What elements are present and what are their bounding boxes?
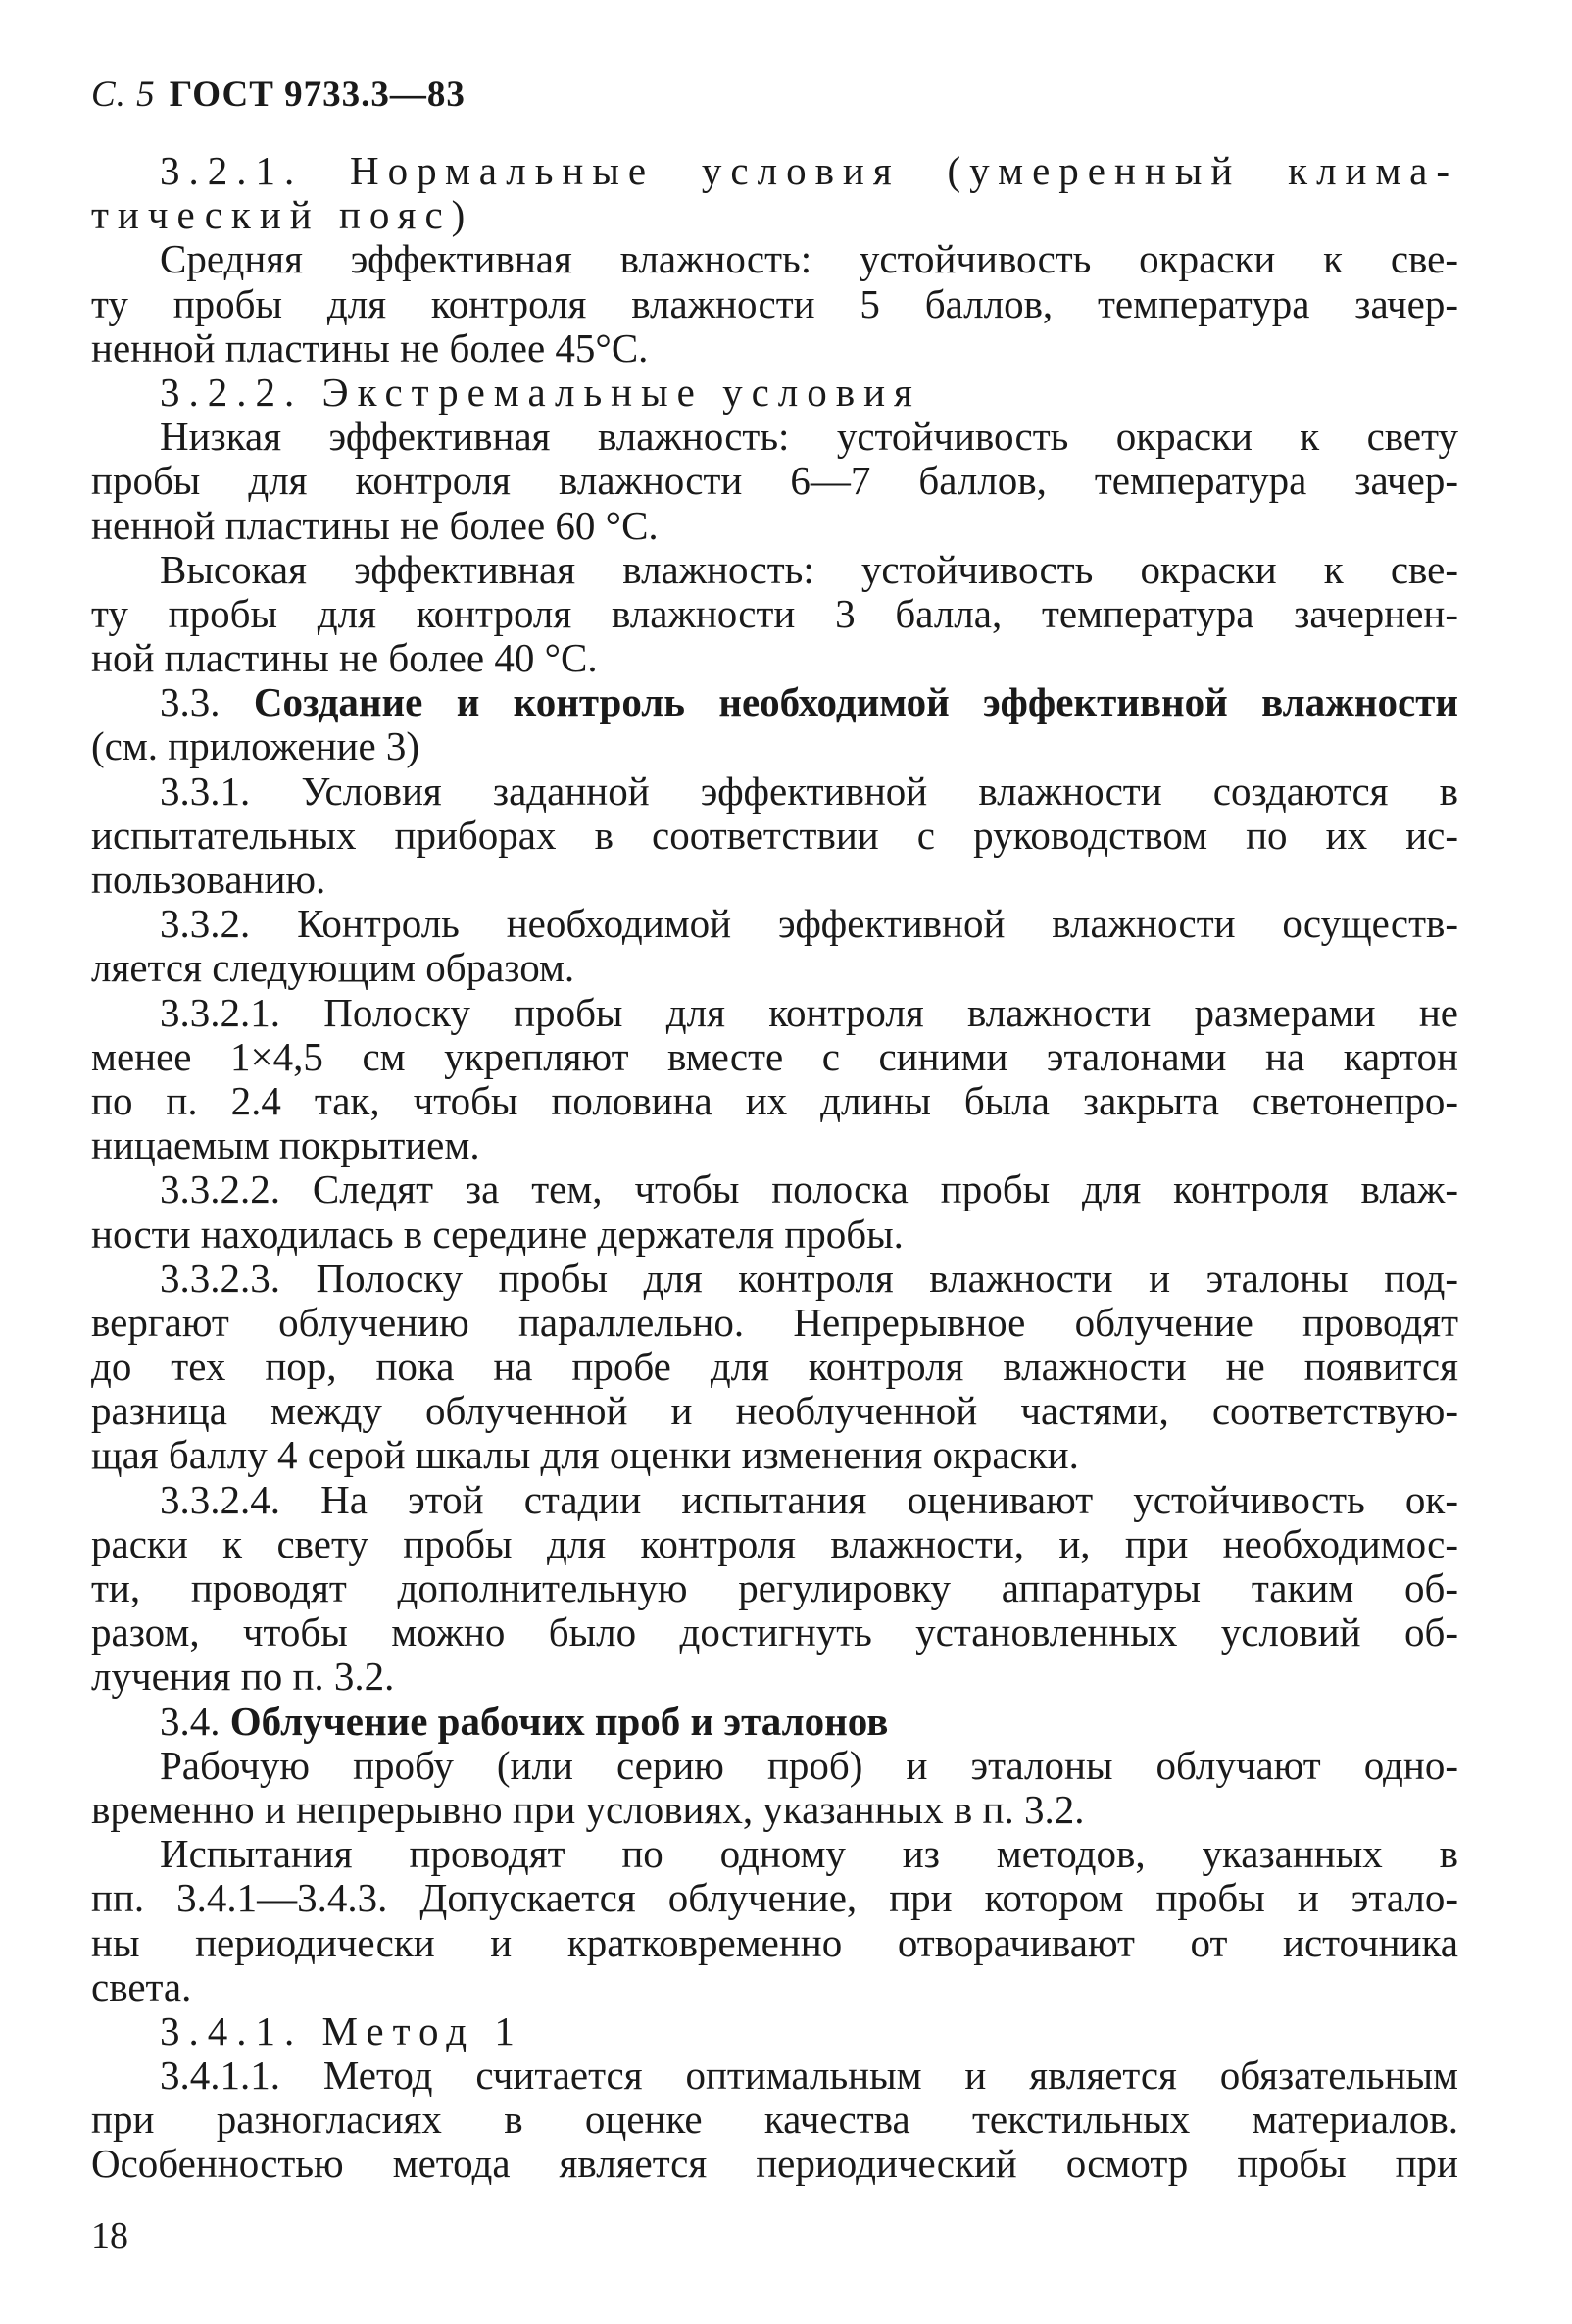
text-line	[91, 1212, 1458, 1257]
text-line	[91, 814, 1458, 858]
text-line	[91, 592, 1458, 636]
text-line	[91, 1965, 1458, 2009]
text-line	[91, 1257, 1458, 1301]
section-number: 3.3.	[160, 680, 254, 725]
text-line	[91, 1035, 1458, 1079]
text-line	[91, 1921, 1458, 1965]
text-line	[91, 1123, 1458, 1167]
text-line	[91, 2009, 1458, 2053]
text-line	[91, 371, 1458, 415]
line-text: 3.4.1. Метод 1	[160, 2008, 523, 2053]
line-text: разом, чтобы можно было достигнуть установленных условий об-	[91, 1610, 1458, 1656]
text-line	[91, 1079, 1458, 1123]
line-text: ной пластины не более 40 °С.	[91, 636, 598, 681]
document-body	[91, 149, 1458, 2187]
line-text: Испытания проводят по одному из методов, указанных в	[160, 1832, 1458, 1877]
line-text: Высокая эффективная влажность: устойчивость окраски к све-	[160, 547, 1458, 592]
line-text: пробы для контроля влажности 6—7 баллов, температура зачер-	[91, 459, 1458, 504]
text-line	[91, 636, 1458, 680]
text-line	[91, 1655, 1458, 1699]
line-text: Рабочую пробу (или серию проб) и эталоны облучают одно-	[160, 1743, 1458, 1788]
text-line	[91, 1389, 1458, 1433]
text-line	[91, 2098, 1458, 2142]
text-line	[91, 459, 1458, 503]
line-text: разница между облученной и необлученной частями, соответствую-	[91, 1389, 1458, 1434]
text-line	[91, 858, 1458, 902]
line-text: Низкая эффективная влажность: устойчивость окраски к свету	[160, 415, 1458, 460]
line-text: раски к свету пробы для контроля влажности, и, при необходимос-	[91, 1521, 1458, 1566]
section-heading: Создание и контроль необходимой эффективной влажности	[253, 680, 1458, 725]
line-text: пп. 3.4.1—3.4.3. Допускается облучение, при котором пробы и этало-	[91, 1876, 1458, 1921]
text-line	[91, 548, 1458, 592]
text-line	[91, 2142, 1458, 2186]
text-line	[91, 1167, 1458, 1211]
line-text: ненной пластины не более 45°С.	[91, 325, 649, 371]
line-text: 3.3.2.4. На этой стадии испытания оценивают устойчивость ок-	[160, 1477, 1458, 1522]
line-text: ти, проводят дополнительную регулировку аппаратуры таким об-	[91, 1566, 1458, 1610]
section-number: 3.4.	[160, 1699, 230, 1744]
text-line	[91, 1744, 1458, 1788]
line-text: по п. 2.4 так, чтобы половина их длины была закрыта светонепро-	[91, 1078, 1458, 1123]
line-text: Особенностью метода является периодический осмотр пробы при	[91, 2142, 1458, 2187]
text-line	[91, 991, 1458, 1035]
text-line	[91, 1478, 1458, 1522]
line-text: пользованию.	[91, 858, 326, 902]
text-line	[91, 1566, 1458, 1610]
section-heading: Облучение рабочих проб и эталонов	[229, 1699, 889, 1744]
line-text: ляется следующим образом.	[91, 946, 575, 991]
line-text: временно и непрерывно при условиях, указанных в п. 3.2.	[91, 1787, 1085, 1832]
page-marker: С. 5	[91, 74, 156, 115]
line-text: ту пробы для контроля влажности 3 балла, температура зачернен-	[91, 591, 1458, 636]
text-line	[91, 1788, 1458, 1832]
line-text: (см. приложение 3)	[91, 724, 420, 769]
text-line	[91, 1610, 1458, 1655]
text-line	[91, 769, 1458, 814]
text-line	[91, 504, 1458, 548]
line-text: 3.3.1. Условия заданной эффективной влажности создаются в	[160, 768, 1458, 814]
line-text: тический пояс)	[91, 193, 474, 238]
line-text: при разногласиях в оценке качества текстильных материалов.	[91, 2098, 1458, 2143]
text-line	[91, 237, 1458, 281]
text-line	[91, 1345, 1458, 1389]
text-line	[91, 1301, 1458, 1345]
text-line	[91, 1876, 1458, 1920]
line-text: ницаемым покрытием.	[91, 1123, 480, 1168]
line-text: до тех пор, пока на пробе для контроля влажности не появится	[91, 1345, 1458, 1390]
page-header	[91, 71, 466, 120]
line-text: 3.2.1. Нормальные условия (умеренный клима-	[160, 149, 1458, 193]
text-line	[91, 902, 1458, 946]
line-text: 3.4.1.1. Метод считается оптимальным и является обязательным	[160, 2053, 1458, 2099]
text-line	[91, 1700, 1458, 1744]
line-text: ны периодически и кратковременно отворачивают от источника	[91, 1920, 1458, 1965]
page-number: 18	[91, 2215, 128, 2256]
line-text: испытательных приборах в соответствии с руководством по их ис-	[91, 813, 1458, 858]
text-line	[91, 946, 1458, 990]
line-text: света.	[91, 1964, 192, 2009]
text-line	[91, 680, 1458, 724]
line-text: Средняя эффективная влажность: устойчивость окраски к све-	[160, 237, 1458, 282]
text-line	[91, 193, 1458, 237]
text-line	[91, 149, 1458, 193]
text-line	[91, 282, 1458, 326]
line-text: ту пробы для контроля влажности 5 баллов, температура зачер-	[91, 281, 1458, 326]
text-line	[91, 2053, 1458, 2098]
text-line	[91, 1832, 1458, 1876]
line-text: 3.3.2.3. Полоску пробы для контроля влажности и эталоны под-	[160, 1256, 1458, 1301]
line-text: ности находилась в середине держателя пробы.	[91, 1211, 904, 1257]
line-text: щая баллу 4 серой шкалы для оценки изменения окраски.	[91, 1433, 1079, 1478]
line-text: вергают облучению параллельно. Непрерывное облучение проводят	[91, 1300, 1458, 1345]
text-line	[91, 415, 1458, 459]
line-text: менее 1×4,5 см укрепляют вместе с синими эталонами на картон	[91, 1034, 1458, 1079]
text-line	[91, 724, 1458, 768]
line-text: лучения по п. 3.2.	[91, 1655, 395, 1700]
text-line	[91, 1433, 1458, 1477]
document-code: ГОСТ 9733.3—83	[169, 74, 466, 115]
text-line	[91, 1522, 1458, 1566]
line-text: 3.3.2.2. Следят за тем, чтобы полоска пробы для контроля влаж-	[160, 1167, 1458, 1212]
text-line	[91, 326, 1458, 371]
line-text: ненной пластины не более 60 °С.	[91, 503, 659, 548]
line-text: 3.3.2.1. Полоску пробы для контроля влажности размерами не	[160, 990, 1458, 1035]
line-text: 3.2.2. Экстремальные условия	[160, 370, 921, 415]
line-text: 3.3.2. Контроль необходимой эффективной влажности осуществ-	[160, 902, 1458, 947]
